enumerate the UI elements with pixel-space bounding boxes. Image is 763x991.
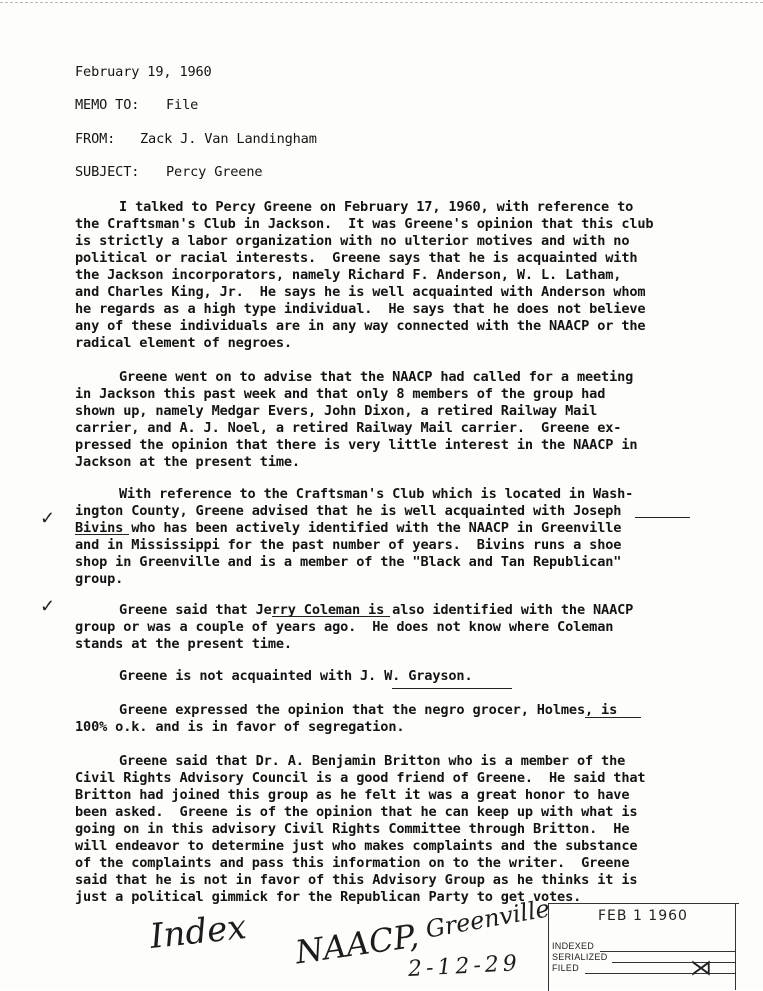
stamp-serialized-label: SERIALIZED (552, 952, 608, 962)
memo-from-value: Zack J. Van Landingham (140, 131, 317, 147)
stamp-date: FEB 1 1960 (598, 908, 688, 924)
memo-to-value: File (166, 97, 199, 113)
paragraph-line: going on in this advisory Civil Rights Committee through Britton. He (75, 821, 630, 837)
paragraph-line: the Craftsman's Club in Jackson. It was Greene's opinion that this club (75, 216, 654, 232)
handwritten-index-note: Index (148, 907, 249, 957)
memo-date: February 19, 1960 (75, 64, 212, 80)
stamp-rule (585, 973, 735, 974)
paragraph-line: ington County, Greene advised that he is well acquainted with Joseph (75, 503, 622, 519)
handwritten-naacp-note: NAACP, (292, 916, 421, 972)
paragraph-line: Greene said that Dr. A. Benjamin Britton who is a member of the (119, 753, 626, 769)
paragraph-line: political or racial interests. Greene says that he is acquainted with (75, 250, 638, 266)
check-mark-icon: ✓ (40, 508, 56, 529)
stamp-initials-mark: ⋊ (690, 956, 712, 981)
memo-from-label: FROM: (75, 131, 116, 147)
paragraph-line: shown up, namely Medgar Evers, John Dixon, a retired Railway Mail (75, 403, 598, 419)
paragraph-line: I talked to Percy Greene on February 17, 1960, with reference to (119, 199, 634, 215)
paragraph-line: said that he is not in favor of this Advisory Group as he thinks it is (75, 872, 638, 888)
paragraph-line: Civil Rights Advisory Council is a good friend of Greene. He said that (75, 770, 646, 786)
paragraph-line: 100% o.k. and is in favor of segregation. (75, 719, 405, 735)
paragraph-line: the Jackson incorporators, namely Richard F. Anderson, W. L. Latham, (75, 267, 622, 283)
paragraph-line: and Charles King, Jr. He says he is well acquainted with Anderson whom (75, 284, 646, 300)
underline-mark (635, 517, 690, 518)
underline-mark (272, 616, 390, 617)
handwritten-file-number: 2-12-29 (407, 951, 522, 982)
paragraph-line: and in Mississippi for the past number of years. Bivins runs a shoe (75, 537, 622, 553)
stamp-right-edge (735, 903, 736, 990)
paragraph-line: Greene expressed the opinion that the negro grocer, Holmes, is (119, 702, 618, 718)
paragraph-line: stands at the present time. (75, 636, 292, 652)
memo-subject-label: SUBJECT: (75, 164, 140, 180)
paragraph-line: Greene went on to advise that the NAACP had called for a meeting (119, 369, 634, 385)
underline-mark (585, 717, 641, 718)
paragraph-line: in Jackson this past week and that only 8 members of the group had (75, 386, 606, 402)
memo-subject-value: Percy Greene (166, 164, 263, 180)
stamp-filed-label: FILED (552, 963, 580, 973)
paragraph-line: been asked. Greene is of the opinion that he can keep up with what is (75, 804, 638, 820)
underline-mark (392, 688, 512, 689)
check-mark-icon: ✓ (40, 596, 56, 617)
paragraph-line: Greene is not acquainted with J. W. Grayson. (119, 668, 473, 684)
handwritten-place-note: Greenville (423, 894, 552, 944)
paragraph-line: radical element of negroes. (75, 335, 292, 351)
paragraph-line: will endeavor to determine just who makes complaints and the substance (75, 838, 638, 854)
paragraph-line: Jackson at the present time. (75, 454, 300, 470)
paragraph-line: pressed the opinion that there is very little interest in the NAACP in (75, 437, 638, 453)
paragraph-line: of the complaints and pass this information on to the writer. Greene (75, 855, 630, 871)
paragraph-line: group or was a couple of years ago. He does not know where Coleman (75, 619, 614, 635)
paragraph-line: any of these individuals are in any way connected with the NAACP or the (75, 318, 646, 334)
underline-mark (75, 534, 129, 535)
paragraph-line: With reference to the Craftsman's Club which is located in Wash- (119, 486, 634, 502)
memo-to-label: MEMO TO: (75, 97, 140, 113)
paragraph-line: Greene said that Jerry Coleman is also identified with the NAACP (119, 602, 634, 618)
stamp-rule (600, 951, 735, 952)
paragraph-line: is strictly a labor organization with no ulterior motives and with no (75, 233, 630, 249)
top-scan-edge (0, 2, 763, 3)
paragraph-line: just a political gimmick for the Republican Party to get votes. (75, 889, 582, 905)
paragraph-line: Britton had joined this group as he felt it was a great honor to have (75, 787, 630, 803)
paragraph-line: he regards as a high type individual. He says that he does not believe (75, 301, 646, 317)
paragraph-line: shop in Greenville and is a member of the "Black and Tan Republican" (75, 554, 622, 570)
paragraph-line: Bivins who has been actively identified with the NAACP in Greenville (75, 520, 622, 536)
stamp-rule (612, 962, 735, 963)
paragraph-line: group. (75, 571, 124, 587)
paragraph-line: carrier, and A. J. Noel, a retired Railway Mail carrier. Greene ex- (75, 420, 622, 436)
stamp-indexed-label: INDEXED (552, 941, 595, 951)
